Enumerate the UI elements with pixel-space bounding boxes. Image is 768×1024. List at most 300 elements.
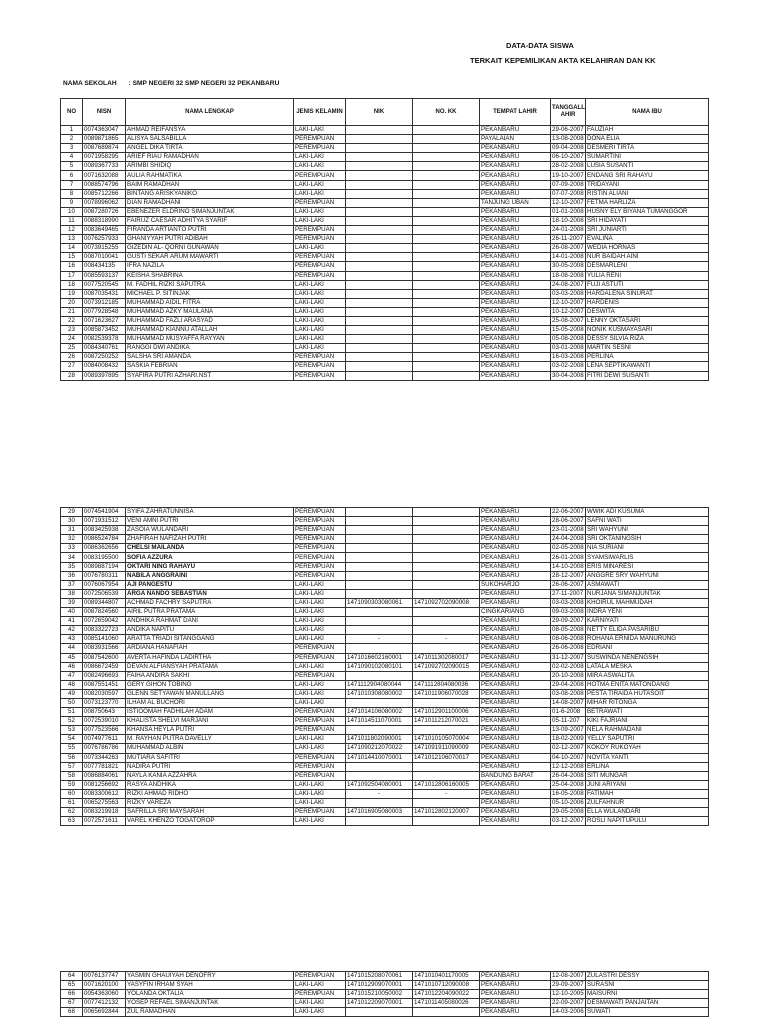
table-row [61,244,709,253]
cell-nama-lengkap: SALSHA SRI AMANDA [126,353,294,362]
cell-jenis-kelamin: LAKI-LAKI [294,180,346,189]
cell-no: 29 [61,508,83,517]
cell-nisn: 008750643 [83,708,126,717]
cell-no: 45 [61,653,83,662]
cell-nik: 1471014410070001 [346,753,413,762]
cell-nama-ibu: YELLY SAPUTRI [586,735,709,744]
cell-nik [346,508,413,517]
cell-no: 34 [61,553,83,562]
cell-tanggal-lahir: 12-10-2007 [552,298,584,306]
cell-nisn: 0087035431 [83,289,126,298]
cell-nama-ibu: MIRA ASWALITA [586,671,709,680]
cell-tempat-lahir: PEKANBARU [480,735,551,744]
cell-tempat-lahir: PEKANBARU [480,589,551,598]
cell-nama-ibu: HARDALENA SINURAT [586,289,709,298]
cell-jenis-kelamin: PEREMPUAN [294,171,346,180]
cell-no-kk [413,198,480,207]
cell-nisn: 0065275563 [83,799,126,808]
cell-nama-lengkap: SASKIA FEBRIAN [126,362,294,371]
table-row [61,153,709,162]
cell-jenis-kelamin: LAKI-LAKI [294,780,346,789]
cell-tempat-lahir: PEKANBARU [480,598,551,607]
cell-tempat-lahir: PEKANBARU [480,990,551,999]
cell-tempat-lahir: PEKANBARU [480,799,551,808]
cell-nik: 1471012909070001 [346,981,413,990]
cell-nama-ibu: FATIMAH [586,789,709,798]
cell-nik: 1471011802090001 [346,735,413,744]
cell-tempat-lahir: PEKANBARU [480,680,551,689]
cell-tempat-lahir: PEKANBARU [480,753,551,762]
cell-jenis-kelamin: PEREMPUAN [294,972,346,981]
cell-nisn: 0089871865 [83,135,126,144]
cell-no-kk [413,353,480,362]
cell-nisn: 0088574796 [83,180,126,189]
cell-tanggal-lahir: 26-01-2008 [552,553,584,561]
cell-nik [346,216,413,225]
table-row [61,144,709,153]
cell-nama-ibu: SUWATI [586,1008,709,1017]
cell-nik [346,526,413,535]
cell-tempat-lahir: PEKANBARU [480,189,551,198]
cell-tanggal-lahir: 05-11-207 [551,717,586,726]
cell-nik [346,644,413,653]
cell-tempat-lahir: PEKANBARU [480,562,551,571]
cell-tanggal-lahir: 03-08-2008 [552,689,584,697]
table-row [61,544,709,553]
cell-nama-ibu: TRIDAYANI [586,180,709,189]
cell-no-kk [413,535,480,544]
cell-nisn: 0077928548 [83,307,126,316]
table-row [61,717,709,726]
table-row [61,990,709,999]
cell-nik [346,671,413,680]
cell-nama-lengkap: ARIMBI SHIDIQ [126,162,294,171]
cell-tempat-lahir: PEKANBARU [480,626,551,635]
cell-nisn: 0087250252 [83,353,126,362]
cell-nama-ibu: ERLINA [586,762,709,771]
cell-nama-ibu: HUSNY ELY BIYANA TUMANGGOR [586,207,709,216]
cell-nama-lengkap: ZUL RAMADHAN [126,1008,294,1017]
cell-tanggal-lahir: 29-05-2008 [552,808,584,816]
cell-nik [346,1008,413,1017]
cell-jenis-kelamin: LAKI-LAKI [294,981,346,990]
cell-nisn: 0083425938 [83,526,126,535]
header-jenis-kelamin: JENIS KELAMIN [294,99,346,126]
cell-nisn: 0084340761 [83,344,126,353]
cell-no: 22 [61,316,83,325]
cell-jenis-kelamin: LAKI-LAKI [294,216,346,225]
cell-nama-ibu: ASMAWATI [586,580,709,589]
cell-tempat-lahir: PEKANBARU [480,316,551,325]
cell-nama-lengkap: GLENN SETYAWAN MANULLANG [126,689,294,698]
table-row [61,808,709,817]
cell-nama-lengkap: MUHAMMAD AZKY MAULANA [126,307,294,316]
cell-no-kk [413,589,480,598]
cell-jenis-kelamin: PEREMPUAN [294,508,346,517]
cell-nik [346,126,413,135]
cell-no-kk [413,262,480,271]
cell-nama-lengkap: ALISYA SALSABILLA [126,135,294,144]
cell-nik [346,799,413,808]
cell-tanggal-lahir: 29-09-2007 [552,617,584,625]
cell-no: 46 [61,662,83,671]
cell-nama-ibu: EVALINA [586,235,709,244]
cell-no-kk [413,553,480,562]
cell-nik: 1471016905080003 [346,808,413,817]
cell-tanggal-lahir: 01-01-2008 [552,207,584,215]
cell-no: 9 [61,198,83,207]
cell-nik [346,298,413,307]
cell-tanggal-lahir: 15-05-2008 [552,326,584,334]
table-row [61,307,709,316]
table-row [61,198,709,207]
table-row [61,644,709,653]
cell-nama-lengkap: RIZKY VAREZA [126,799,294,808]
cell-jenis-kelamin: PEREMPUAN [294,990,346,999]
cell-nik [346,544,413,553]
cell-nama-lengkap: MUHAMMAD ALBIN [126,744,294,753]
student-table-page-1 [60,98,709,381]
cell-tanggal-lahir: 24-04-2008 [552,535,584,543]
cell-tanggal-lahir: 09-04-2008 [552,144,584,152]
table-row [61,316,709,325]
cell-tempat-lahir: PEKANBARU [480,289,551,298]
cell-no: 68 [61,1008,83,1017]
cell-no-kk: 1471092702090015 [413,662,480,671]
cell-jenis-kelamin: LAKI-LAKI [294,280,346,289]
cell-tempat-lahir: PEKANBARU [480,617,551,626]
cell-nik [346,771,413,780]
cell-tanggal-lahir: 03-03-2008 [552,598,584,606]
cell-no: 39 [61,598,83,607]
cell-tempat-lahir: PEKANBARU [480,544,551,553]
cell-tempat-lahir: PEKANBARU [480,298,551,307]
table-row [61,126,709,135]
table-row [61,535,709,544]
cell-nama-lengkap: RANGGI DWI ANDIKA [126,344,294,353]
cell-no: 53 [61,726,83,735]
cell-nisn: 0072506539 [83,589,126,598]
cell-nik: 1471014511070001 [346,717,413,726]
cell-jenis-kelamin: LAKI-LAKI [294,126,346,135]
cell-nama-ibu: BETRAWATI [586,708,709,717]
cell-nisn: 0086884061 [83,771,126,780]
cell-tempat-lahir: PEKANBARU [480,708,551,717]
cell-nama-ibu: PESTA TIRAIDA HUTASOIT [586,689,709,698]
cell-tanggal-lahir: 25-04-2008 [552,780,584,788]
school-value: : SMP NEGERI 32 SMP NEGERI 32 PEKANBARU [128,80,280,87]
cell-tanggal-lahir: 26-11-2007 [551,235,586,244]
cell-nisn: 008434135 [83,262,126,271]
cell-nisn: 0054363060 [83,990,126,999]
cell-nik: 1471012209070001 [346,999,413,1008]
cell-no: 65 [61,981,83,990]
cell-tempat-lahir: PEKANBARU [480,126,551,135]
cell-nama-lengkap: ANDIKA NAPITU [126,626,294,635]
cell-nisn: 0086362656 [83,544,126,553]
cell-tempat-lahir: PEKANBARU [480,671,551,680]
table-row [61,689,709,698]
cell-nama-ibu: LENNY OKTASARI [586,316,709,325]
cell-no: 37 [61,580,83,589]
cell-no-kk: 1471012901100006 [413,708,480,717]
cell-no: 52 [61,717,83,726]
cell-no-kk [413,280,480,289]
cell-tanggal-lahir: 13-09-2007 [552,726,584,734]
cell-nisn: 0071931512 [83,517,126,526]
cell-nisn: 0071623627 [83,316,126,325]
cell-nama-lengkap: YOSEP REFAEL SIMANJUNTAK [126,999,294,1008]
cell-no: 50 [61,698,83,707]
cell-no-kk: 1471012106070017 [413,753,480,762]
cell-no-kk [413,571,480,580]
cell-no: 35 [61,562,83,571]
cell-no-kk [413,335,480,344]
cell-nik [346,353,413,362]
cell-nama-ibu: ELLA WULANDARI [586,808,709,817]
cell-jenis-kelamin: PEREMPUAN [294,517,346,526]
cell-no: 57 [61,762,83,771]
cell-jenis-kelamin: LAKI-LAKI [294,307,346,316]
cell-nama-ibu: SRI WAHYUNI [586,526,709,535]
cell-nik [346,589,413,598]
cell-jenis-kelamin: LAKI-LAKI [294,1008,346,1017]
cell-nisn: 0076067954 [83,580,126,589]
cell-tanggal-lahir: 27-11-2007 [551,589,586,598]
cell-no: 24 [61,335,83,344]
cell-jenis-kelamin: PEREMPUAN [294,198,346,207]
table-row [61,671,709,680]
cell-nama-lengkap: KEISHA SHABRINA [126,271,294,280]
cell-nama-lengkap: FIRANDA ARTIANTO PUTRI [126,226,294,235]
cell-tempat-lahir: TANJUNG UBAN [480,198,551,207]
cell-tanggal-lahir: 26-04-2008 [552,771,584,779]
cell-nama-lengkap: OKTARI NING RAHAYU [126,562,294,571]
cell-no: 7 [61,180,83,189]
cell-no-kk [413,817,480,826]
cell-tanggal-lahir: 12-10-2005 [552,990,584,998]
cell-nisn: 0087551451 [83,680,126,689]
cell-tempat-lahir: PEKANBARU [480,244,551,253]
table-row [61,762,709,771]
cell-nama-lengkap: ARGA NANDO SEBASTIAN [126,589,294,598]
cell-nama-ibu: JUNI ARIYANI [586,780,709,789]
cell-no-kk: 1471112804080036 [413,680,480,689]
table-row [61,680,709,689]
cell-nisn: 0089397895 [83,371,126,380]
cell-jenis-kelamin: PEREMPUAN [294,144,346,153]
cell-nik [346,553,413,562]
cell-nisn: 0065692844 [83,1008,126,1017]
cell-nama-lengkap: ACHMAD FACHRY SAPUTRA [126,598,294,607]
cell-no-kk: 1471092702090008 [413,598,480,607]
cell-no-kk [413,253,480,262]
cell-nik [346,271,413,280]
cell-nama-lengkap: FAIHA ANDIRA SAKHI [126,671,294,680]
cell-nisn: 0072571611 [83,817,126,826]
cell-no-kk: 1471011212070021 [413,717,480,726]
table-row [61,589,709,598]
table-row [61,817,709,826]
cell-no: 59 [61,780,83,789]
table-row [61,207,709,216]
cell-nama-ibu: KHOIRUL MAHMUDAH [586,598,709,607]
cell-nisn: 0085712266 [83,189,126,198]
table-row [61,708,709,717]
cell-jenis-kelamin: LAKI-LAKI [294,789,346,798]
cell-tanggal-lahir: 28-06-2007 [552,517,584,525]
cell-tanggal-lahir: 24-08-2007 [552,280,584,288]
header-tanggal-lahir: TANGGALL AHIR [551,99,586,126]
cell-nama-lengkap: AHMAD REIFANSYA [126,126,294,135]
cell-no: 26 [61,353,83,362]
cell-jenis-kelamin: PEREMPUAN [294,271,346,280]
cell-nik [346,762,413,771]
cell-no: 10 [61,207,83,216]
cell-no-kk [413,626,480,635]
cell-jenis-kelamin: PEREMPUAN [294,562,346,571]
cell-no-kk [413,362,480,371]
cell-nama-ibu: INDRA YENI [586,608,709,617]
cell-no-kk [413,762,480,771]
cell-no: 21 [61,307,83,316]
cell-tanggal-lahir: 10-12-2007 [552,307,584,315]
cell-tempat-lahir: PEKANBARU [480,571,551,580]
cell-no: 33 [61,544,83,553]
cell-nisn: 0074977611 [83,735,126,744]
cell-nik: - [346,635,413,644]
cell-jenis-kelamin: PEREMPUAN [294,726,346,735]
cell-nama-ibu: LUSIA SUSANTI [586,162,709,171]
cell-nisn: 0081256692 [83,780,126,789]
cell-no: 51 [61,708,83,717]
cell-tanggal-lahir: 29-06-2007 [552,126,584,134]
cell-no: 61 [61,799,83,808]
cell-nama-ibu: SRI JUNIARTI [586,226,709,235]
cell-no: 54 [61,735,83,744]
cell-tanggal-lahir: 08-05-2008 [552,626,584,634]
cell-nama-ibu: HOTMA ENITA MATONDANG [586,680,709,689]
cell-nama-lengkap: MUTIARA SAFITRI [126,753,294,762]
cell-tanggal-lahir: 20-10-2008 [552,671,584,679]
cell-jenis-kelamin: LAKI-LAKI [294,999,346,1008]
cell-no-kk [413,608,480,617]
cell-nisn: 0073915255 [83,244,126,253]
table-row [61,526,709,535]
table-row [61,598,709,607]
cell-nama-ibu: FAUZIAH [586,126,709,135]
cell-nik [346,226,413,235]
cell-nik [346,626,413,635]
cell-nik [346,244,413,253]
cell-jenis-kelamin: LAKI-LAKI [294,162,346,171]
cell-nama-lengkap: KHALISTA SHELVI MARJANI [126,717,294,726]
cell-tanggal-lahir: 06-10-2007 [552,153,584,161]
cell-nama-lengkap: GIZEDIN AL- QORNI GUNAWAN [126,244,294,253]
cell-tanggal-lahir: 18-10-2008 [552,216,584,224]
cell-nik [346,326,413,335]
cell-nama-lengkap: EBENEZER ELDRINO SIMANJUNTAK [126,207,294,216]
table-row [61,335,709,344]
cell-tanggal-lahir: 03-02-2008 [552,362,584,370]
cell-jenis-kelamin: LAKI-LAKI [294,316,346,325]
cell-no-kk [413,189,480,198]
cell-tanggal-lahir: 02-02-2008 [552,662,584,670]
cell-no-kk [413,371,480,380]
cell-no: 5 [61,162,83,171]
cell-nama-ibu: ZULASTRI DESSY [586,972,709,981]
cell-nama-lengkap: GERY GIHON TOBING [126,680,294,689]
cell-no-kk [413,799,480,808]
cell-jenis-kelamin: LAKI-LAKI [294,689,346,698]
cell-tanggal-lahir: 13-08-2008 [552,135,584,143]
cell-no-kk: - [413,635,480,644]
table-row [61,617,709,626]
cell-nama-lengkap: RASYA ANDHIKA [126,780,294,789]
cell-nik [346,162,413,171]
cell-tempat-lahir: PEKANBARU [480,344,551,353]
cell-nisn: 0083322723 [83,626,126,635]
cell-tanggal-lahir: 18-02-2009 [552,735,584,743]
cell-no-kk [413,180,480,189]
cell-jenis-kelamin: LAKI-LAKI [294,817,346,826]
cell-jenis-kelamin: LAKI-LAKI [294,153,346,162]
cell-jenis-kelamin: PEREMPUAN [294,708,346,717]
cell-nisn: 0083300612 [83,789,126,798]
cell-nama-ibu: HARDENIS [586,298,709,307]
cell-nik [346,562,413,571]
table-row [61,999,709,1008]
table-row [61,216,709,225]
cell-no-kk [413,517,480,526]
cell-nama-lengkap: AIRIL PUTRA PRATAMA [126,608,294,617]
cell-nisn: 0087280726 [83,207,126,216]
cell-nik: 1471010308080002 [346,689,413,698]
cell-nama-ibu: SITI MUNGAR [586,771,709,780]
cell-jenis-kelamin: PEREMPUAN [294,553,346,562]
cell-nama-lengkap: ZASOIA WULANDARI [126,526,294,535]
cell-nik [346,371,413,380]
cell-no: 19 [61,289,83,298]
cell-nama-ibu: SRI HIDAYATI [586,216,709,225]
cell-nama-ibu: SRI OKTANINGSIH [586,535,709,544]
cell-no-kk [413,344,480,353]
cell-no-kk: 1471012806160005 [413,780,480,789]
cell-no: 48 [61,680,83,689]
cell-jenis-kelamin: LAKI-LAKI [294,608,346,617]
cell-no-kk [413,307,480,316]
cell-jenis-kelamin: PEREMPUAN [294,371,346,380]
cell-nama-ibu: DESMAWATI PANJAITAN [586,999,709,1008]
cell-jenis-kelamin: LAKI-LAKI [294,662,346,671]
cell-nama-lengkap: CHELSI MAILANDA [126,544,294,553]
cell-nisn: 0083931566 [83,644,126,653]
cell-nik [346,817,413,826]
cell-no-kk: 1471011302080017 [413,653,480,662]
cell-tempat-lahir: CINGKARIANG [480,608,551,617]
cell-tempat-lahir: PEKANBARU [480,362,551,371]
cell-nisn: 0077520545 [83,280,126,289]
cell-jenis-kelamin: PEREMPUAN [294,671,346,680]
cell-nisn: 0072659042 [83,617,126,626]
cell-tempat-lahir: PEKANBARU [480,644,551,653]
cell-tanggal-lahir: 12-12-2008 [552,762,584,770]
cell-no: 28 [61,371,83,380]
cell-tanggal-lahir: 23-01-2008 [552,526,584,534]
cell-nik [346,517,413,526]
cell-nik [346,280,413,289]
cell-nama-lengkap: FAIRUZ CAESAR ADHITYA SYARIF [126,216,294,225]
